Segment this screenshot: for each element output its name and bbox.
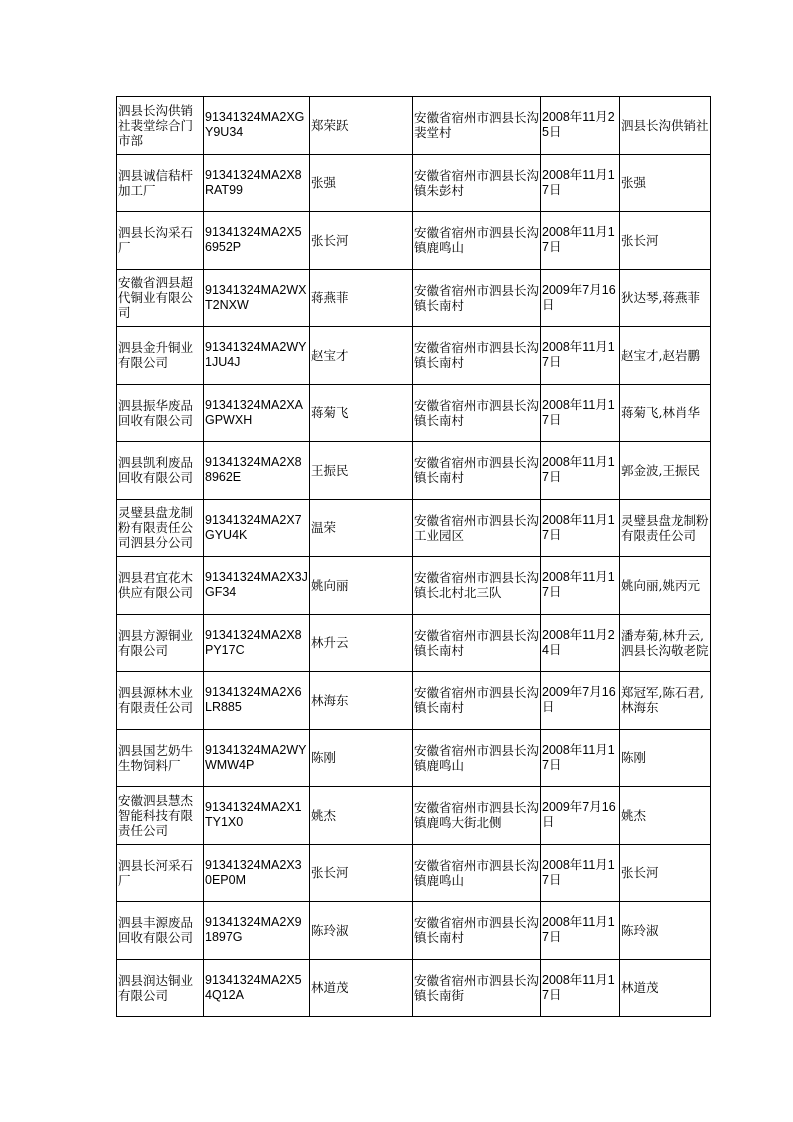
address-cell: 安徽省宿州市泗县长沟镇鹿鸣山 [413,844,541,902]
credit-code-cell: 91341324MA2X91897G [204,902,310,960]
legal-person-cell: 张强 [310,154,413,212]
table-row [117,269,711,327]
shareholder-cell: 林道茂 [620,959,711,1017]
legal-person-cell: 王振民 [310,442,413,500]
address-cell: 安徽省宿州市泗县长沟镇鹿鸣山 [413,212,541,270]
address-cell: 安徽省宿州市泗县长沟镇鹿鸣山 [413,729,541,787]
credit-code-cell: 91341324MA2X8RAT99 [204,154,310,212]
credit-code-cell: 91341324MA2X6LR885 [204,672,310,730]
company-name-cell: 泗县丰源废品回收有限公司 [117,902,204,960]
company-name-cell: 泗县润达铜业有限公司 [117,959,204,1017]
date-cell: 2008年11月17日 [541,384,620,442]
credit-code-cell: 91341324MA2WYWMW4P [204,729,310,787]
legal-person-cell: 陈玲淑 [310,902,413,960]
address-cell: 安徽省宿州市泗县长沟镇长南村 [413,384,541,442]
legal-person-cell: 张长河 [310,844,413,902]
credit-code-cell: 91341324MA2X8PY17C [204,614,310,672]
shareholder-cell: 陈刚 [620,729,711,787]
date-cell: 2008年11月17日 [541,327,620,385]
legal-person-cell: 郑荣跃 [310,97,413,155]
shareholder-cell: 郭金波,王振民 [620,442,711,500]
shareholder-cell: 张强 [620,154,711,212]
company-name-cell: 安徽泗县慧杰智能科技有限责任公司 [117,787,204,845]
credit-code-cell: 91341324MA2X7GYU4K [204,499,310,557]
date-cell: 2008年11月24日 [541,614,620,672]
legal-person-cell: 林道茂 [310,959,413,1017]
legal-person-cell: 赵宝才 [310,327,413,385]
table-row [117,557,711,615]
date-cell: 2008年11月25日 [541,97,620,155]
shareholder-cell: 蒋菊飞,林肖华 [620,384,711,442]
address-cell: 安徽省宿州市泗县长沟镇长南村 [413,902,541,960]
date-cell: 2008年11月17日 [541,902,620,960]
credit-code-cell: 91341324MA2WXT2NXW [204,269,310,327]
address-cell: 安徽省宿州市泗县长沟镇长南村 [413,672,541,730]
address-cell: 安徽省宿州市泗县长沟镇长南村 [413,442,541,500]
shareholder-cell: 姚向丽,姚丙元 [620,557,711,615]
date-cell: 2009年7月16日 [541,787,620,845]
address-cell: 安徽省宿州市泗县长沟镇朱彭村 [413,154,541,212]
table-row [117,327,711,385]
table-row [117,959,711,1017]
credit-code-cell: 91341324MA2XGY9U34 [204,97,310,155]
credit-code-cell: 91341324MA2X88962E [204,442,310,500]
address-cell: 安徽省宿州市泗县长沟裴堂村 [413,97,541,155]
table-row [117,844,711,902]
table-row [117,212,711,270]
shareholder-cell: 泗县长沟供销社 [620,97,711,155]
shareholder-cell: 姚杰 [620,787,711,845]
credit-code-cell: 91341324MA2X3JGF34 [204,557,310,615]
company-name-cell: 泗县长沟采石厂 [117,212,204,270]
company-name-cell: 泗县振华废品回收有限公司 [117,384,204,442]
credit-code-cell: 91341324MA2X30EP0M [204,844,310,902]
company-name-cell: 安徽省泗县超代铜业有限公司 [117,269,204,327]
date-cell: 2008年11月17日 [541,499,620,557]
table-body [117,97,711,1017]
address-cell: 安徽省宿州市泗县长沟镇鹿鸣大街北侧 [413,787,541,845]
table-row [117,97,711,155]
table-row [117,384,711,442]
address-cell: 安徽省宿州市泗县长沟工业园区 [413,499,541,557]
credit-code-cell: 91341324MA2X1TY1X0 [204,787,310,845]
credit-code-cell: 91341324MA2X56952P [204,212,310,270]
date-cell: 2009年7月16日 [541,672,620,730]
company-name-cell: 泗县长沟供销社裴堂综合门市部 [117,97,204,155]
table-row [117,442,711,500]
table-row [117,902,711,960]
legal-person-cell: 姚向丽 [310,557,413,615]
address-cell: 安徽省宿州市泗县长沟镇长南村 [413,269,541,327]
date-cell: 2008年11月17日 [541,729,620,787]
company-name-cell: 泗县君宜花木供应有限公司 [117,557,204,615]
table-row [117,729,711,787]
shareholder-cell: 灵璧县盘龙制粉有限责任公司 [620,499,711,557]
credit-code-cell: 91341324MA2XAGPWXH [204,384,310,442]
date-cell: 2009年7月16日 [541,269,620,327]
shareholder-cell: 张长河 [620,212,711,270]
table-row [117,787,711,845]
credit-code-cell: 91341324MA2X54Q12A [204,959,310,1017]
shareholder-cell: 张长河 [620,844,711,902]
address-cell: 安徽省宿州市泗县长沟镇长南街 [413,959,541,1017]
address-cell: 安徽省宿州市泗县长沟镇长北村北三队 [413,557,541,615]
table-row [117,154,711,212]
company-name-cell: 泗县凯利废品回收有限公司 [117,442,204,500]
legal-person-cell: 林升云 [310,614,413,672]
date-cell: 2008年11月17日 [541,959,620,1017]
legal-person-cell: 姚杰 [310,787,413,845]
company-name-cell: 泗县长河采石厂 [117,844,204,902]
shareholder-cell: 狄达琴,蒋燕菲 [620,269,711,327]
date-cell: 2008年11月17日 [541,154,620,212]
address-cell: 安徽省宿州市泗县长沟镇长南村 [413,614,541,672]
table-row [117,499,711,557]
legal-person-cell: 林海东 [310,672,413,730]
company-name-cell: 灵璧县盘龙制粉有限责任公司泗县分公司 [117,499,204,557]
legal-person-cell: 温荣 [310,499,413,557]
address-cell: 安徽省宿州市泗县长沟镇长南村 [413,327,541,385]
company-name-cell: 泗县国艺奶牛生物饲料厂 [117,729,204,787]
date-cell: 2008年11月17日 [541,557,620,615]
shareholder-cell: 赵宝才,赵岩鹏 [620,327,711,385]
legal-person-cell: 蒋燕菲 [310,269,413,327]
shareholder-cell: 郑冠军,陈石君,林海东 [620,672,711,730]
legal-person-cell: 陈刚 [310,729,413,787]
date-cell: 2008年11月17日 [541,844,620,902]
company-name-cell: 泗县诚信秸杆加工厂 [117,154,204,212]
legal-person-cell: 蒋菊飞 [310,384,413,442]
enterprise-registry-table [116,96,711,1017]
legal-person-cell: 张长河 [310,212,413,270]
company-name-cell: 泗县方源铜业有限公司 [117,614,204,672]
date-cell: 2008年11月17日 [541,442,620,500]
credit-code-cell: 91341324MA2WY1JU4J [204,327,310,385]
company-name-cell: 泗县源林木业有限责任公司 [117,672,204,730]
shareholder-cell: 潘寿菊,林升云,泗县长沟敬老院 [620,614,711,672]
shareholder-cell: 陈玲淑 [620,902,711,960]
table-row [117,672,711,730]
company-name-cell: 泗县金升铜业有限公司 [117,327,204,385]
table-row [117,614,711,672]
date-cell: 2008年11月17日 [541,212,620,270]
